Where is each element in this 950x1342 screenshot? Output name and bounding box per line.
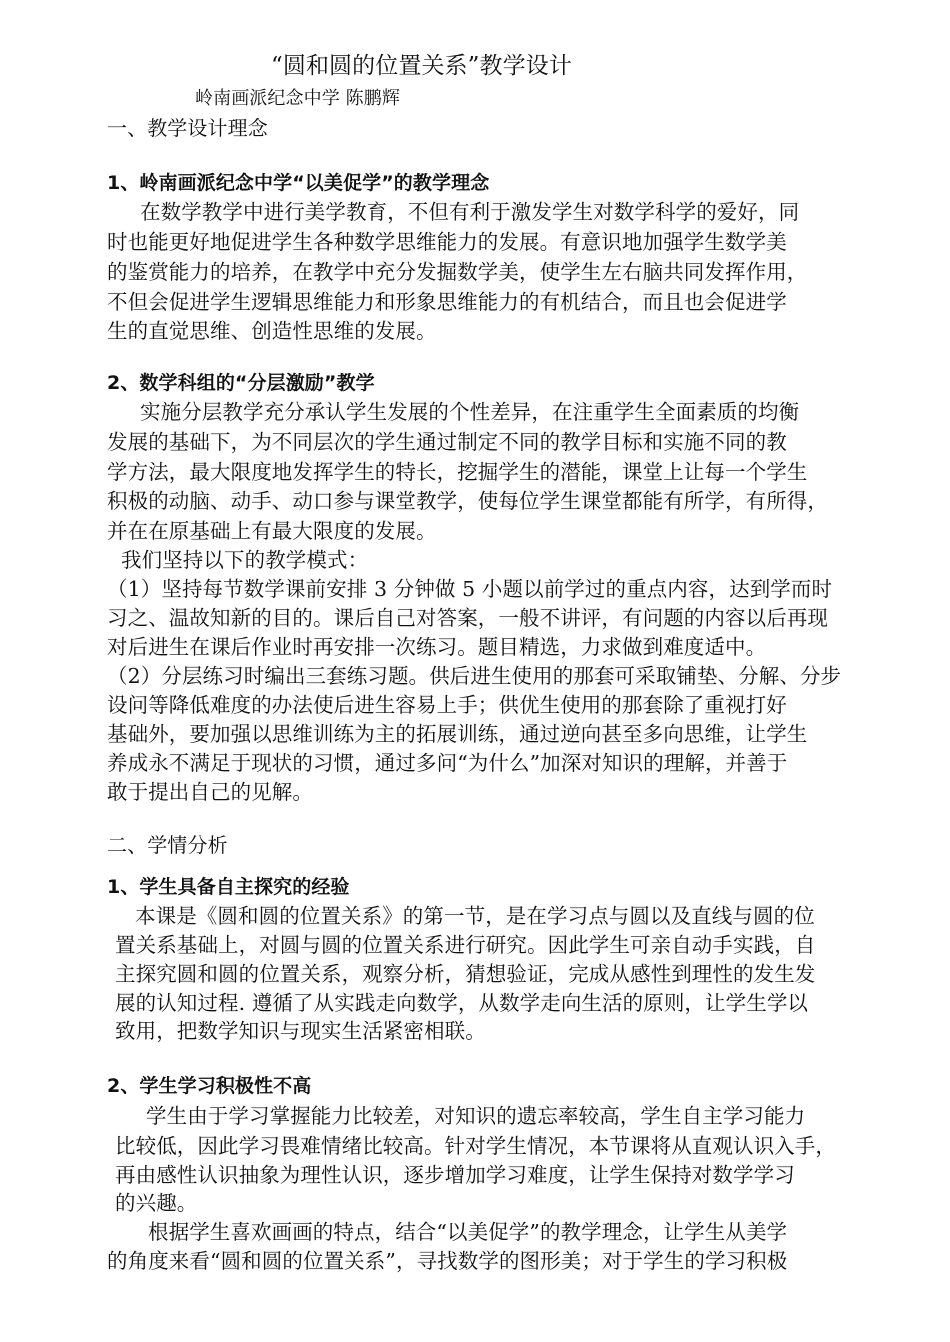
- paragraph-line: 的鉴赏能力的培养，在教学中充分发掘数学美，使学生左右脑共同发挥作用，: [107, 260, 808, 284]
- list-item-line: （2）分层练习时编出三套练习题。供后进生使用的那套可采取铺垫、分解、分步: [107, 664, 842, 688]
- paragraph-line: 的兴趣。: [115, 1191, 198, 1215]
- paragraph-line: 比较低，因此学习畏难情绪比较高。针对学生情况，本节课将从直观认识入手，: [115, 1134, 836, 1158]
- subsection-heading-1-2: 2、数学科组的“分层激励”教学: [107, 372, 375, 394]
- paragraph-line: 置关系基础上，对圆与圆的位置关系进行研究。因此学生可亲自动手实践，自: [115, 933, 816, 957]
- list-item-line: 习之、温故知新的目的。课后自己对答案，一般不讲评，有问题的内容以后再现: [107, 606, 828, 630]
- paragraph-line: 主探究圆和圆的位置关系，观察分析，猜想验证，完成从感性到理性的发生发: [115, 962, 816, 986]
- paragraph-line: 学生由于学习掌握能力比较差，对知识的遗忘率较高，学生自主学习能力: [146, 1104, 806, 1128]
- subsection-heading-2-2: 2、学生学习积极性不高: [107, 1075, 312, 1097]
- paragraph-line: 积极的动脑、动手、动口参与课堂教学，使每位学生课堂都能有所学，有所得，: [107, 489, 828, 513]
- paragraph-line: 并在在原基础上有最大限度的发展。: [107, 519, 437, 543]
- subsection-heading-2-1: 1、学生具备自主探究的经验: [107, 876, 350, 898]
- paragraph-line: 本课是《圆和圆的位置关系》的第一节，是在学习点与圆以及直线与圆的位: [135, 904, 815, 928]
- list-item-line: （1）坚持每节数学课前安排 3 分钟做 5 小题以前学过的重点内容，达到学而时: [107, 577, 833, 601]
- paragraph-line: 展的认知过程. 遵循了从实践走向数学，从数学走向生活的原则，让学生学以: [115, 991, 809, 1015]
- section-heading-2: 二、学情分析: [107, 833, 228, 857]
- paragraph-line: 发展的基础下，为不同层次的学生通过制定不同的教学目标和实施不同的教: [107, 430, 787, 454]
- paragraph-line: 学方法，最大限度地发挥学生的特长，挖掘学生的潜能，课堂上让每一个学生: [107, 460, 808, 484]
- section-heading-1: 一、教学设计理念: [107, 116, 268, 140]
- paragraph-line: 我们坚持以下的教学模式：: [121, 548, 369, 572]
- list-item-line: 养成永不满足于现状的习惯，通过多问“为什么”加深对知识的理解，并善于: [107, 751, 788, 775]
- page-title: “圆和圆的位置关系”教学设计: [271, 53, 572, 79]
- paragraph-line: 根据学生喜欢画画的特点，结合“以美促学”的教学理念，让学生从美学: [148, 1220, 788, 1244]
- paragraph-line: 不但会促进学生逻辑思维能力和形象思维能力的有机结合，而且也会促进学: [107, 290, 787, 314]
- paragraph-line: 的角度来看“圆和圆的位置关系”，寻找数学的图形美；对于学生的学习积极: [107, 1249, 788, 1273]
- paragraph-line: 生的直觉思维、创造性思维的发展。: [107, 319, 437, 343]
- paragraph-line: 在数学教学中进行美学教育，不但有利于激发学生对数学科学的爱好，同: [140, 200, 800, 224]
- list-item-line: 基础外，要加强以思维训练为主的拓展训练，通过逆向甚至多向思维，让学生: [107, 722, 808, 746]
- paragraph-line: 致用，把数学知识与现实生活紧密相联。: [115, 1019, 486, 1043]
- list-item-line: 设问等降低难度的办法使后进生容易上手；供优生使用的那套除了重视打好: [107, 693, 787, 717]
- subsection-heading-1-1: 1、岭南画派纪念中学“以美促学”的教学理念: [107, 172, 490, 194]
- paragraph-line: 实施分层教学充分承认学生发展的个性差异，在注重学生全面素质的均衡: [140, 400, 800, 424]
- list-item-line: 对后进生在课后作业时再安排一次练习。题目精选，力求做到难度适中。: [107, 635, 767, 659]
- author-line: 岭南画派纪念中学 陈鹏辉: [195, 88, 400, 109]
- list-item-line: 敢于提出自己的见解。: [107, 780, 313, 804]
- paragraph-line: 时也能更好地促进学生各种数学思维能力的发展。有意识地加强学生数学美: [107, 230, 787, 254]
- paragraph-line: 再由感性认识抽象为理性认识，逐步增加学习难度，让学生保持对数学学习: [115, 1163, 795, 1187]
